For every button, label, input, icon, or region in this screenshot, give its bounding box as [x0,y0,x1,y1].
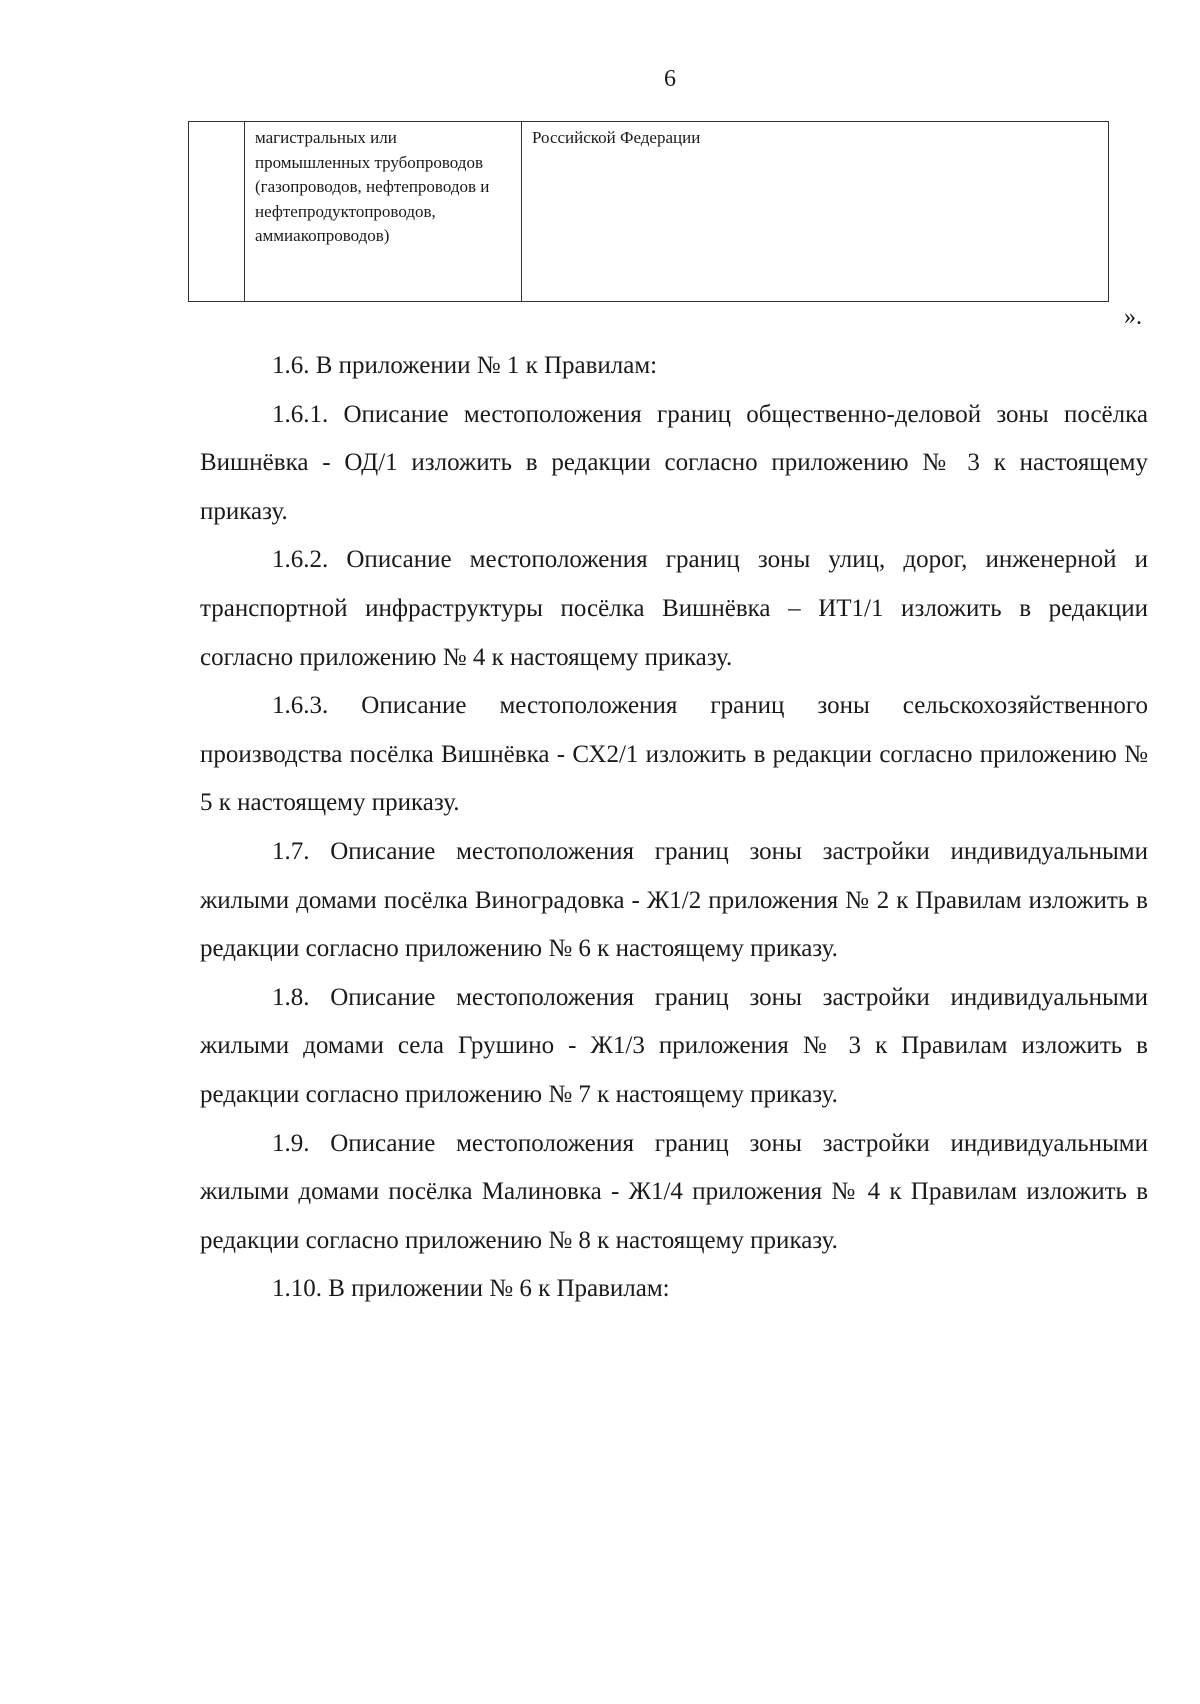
table-cell-number [189,122,245,302]
continuation-table [188,121,1109,302]
closing-quote: ». [1124,304,1142,330]
paragraph-1-9: 1.9. Описание местоположения границ зоны застройки индивидуальными жилыми домами посёлка Малиновка - Ж1/4 приложения № 4 к Правилам изложить в редакции согласно приложению № 8 к настоящему приказу. [200,1129,1148,1254]
table-cell-object: магистральных или промышленных трубопроводов (газопроводов, нефтепроводов и нефтепродуктопроводов, аммиакопроводов) [245,122,522,302]
paragraph-1-10: 1.10. В приложении № 6 к Правилам: [272,1275,670,1303]
paragraph-1-7: 1.7. Описание местоположения границ зоны застройки индивидуальными жилыми домами посёлка Виноградовка - Ж1/2 приложения № 2 к Правилам изложить в редакции согласно приложению № 6 к настоящему приказу. [200,837,1148,963]
paragraph-1-6-3: 1.6.3. Описание местоположения границ зоны сельскохозяйственного производства посёлка Вишнёвка - СХ2/1 изложить в редакции согласно приложению № 5 к настоящему приказу. [200,692,1148,817]
table-cell-reference: Российской Федерации [522,122,1109,302]
paragraph-1-6: 1.6. В приложении № 1 к Правилам: [272,352,658,379]
page-number: 6 [664,66,676,92]
table-row [189,122,1109,302]
paragraph-1-6-2: 1.6.2. Описание местоположения границ зоны улиц, дорог, инженерной и транспортной инфраструктуры посёлка Вишнёвка – ИТ1/1 изложить в редакции согласно приложению № 4 к настоящему приказу. [200,546,1148,671]
document-body [200,342,1148,1314]
paragraph-1-8: 1.8. Описание местоположения границ зоны застройки индивидуальными жилыми домами села Грушино - Ж1/3 приложения № 3 к Правилам изложить в редакции согласно приложению № 7 к настоящему приказу. [200,983,1148,1108]
paragraph-1-6-1: 1.6.1. Описание местоположения границ общественно-деловой зоны посёлка Вишнёвка - ОД/1 изложить в редакции согласно приложению № 3 к настоящему приказу. [200,400,1148,525]
